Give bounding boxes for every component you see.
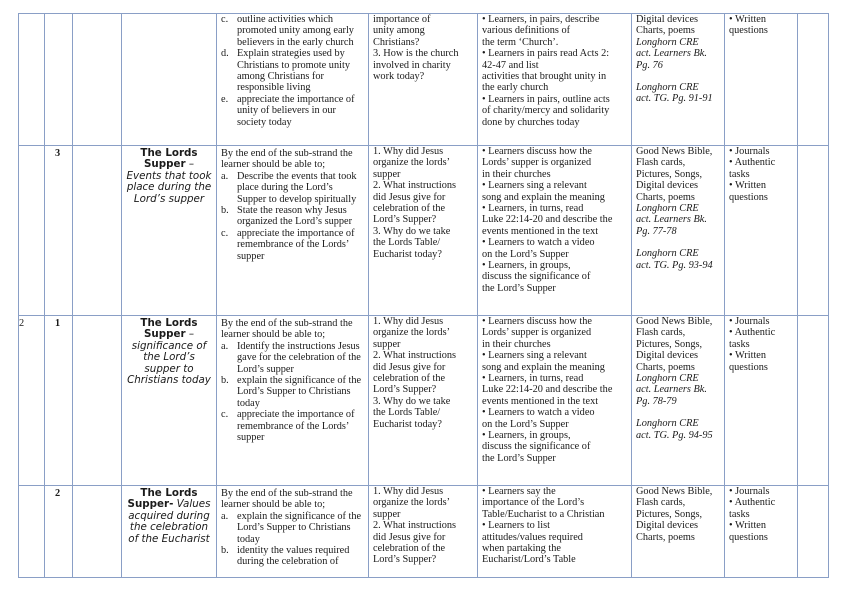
inquiry-line: unity among xyxy=(373,25,425,37)
experience-line: discuss the significance of xyxy=(482,271,591,283)
spacer xyxy=(636,71,720,82)
assessment-line: tasks xyxy=(729,338,750,350)
inquiry-line: 1. Why did Jesus xyxy=(373,146,444,157)
experience-line: the Lord’s Supper xyxy=(482,452,556,464)
inquiry-line: celebration of the xyxy=(373,543,446,555)
outcome-text: outline activities which promoted unity among early believers in the early church xyxy=(237,14,354,48)
sub-strand-title: The Lords Supper xyxy=(140,317,198,341)
experience-line: in their churches xyxy=(482,168,551,180)
outcome-text: Explain strategies used by Christians to promote unity among Christians for responsible living xyxy=(237,48,350,94)
learning-resources-cell xyxy=(632,14,725,146)
experience-line: • Learners sing a relevant xyxy=(482,180,587,192)
resource-line: Flash cards, xyxy=(636,327,686,339)
strand-cell xyxy=(73,486,122,578)
resource-reference-line: Pg. 77-78 xyxy=(636,225,677,237)
outcome-marker: d. xyxy=(221,48,229,60)
outcome-text: appreciate the importance of remembrance of the Lords’ supper xyxy=(237,409,355,444)
resource-reference-line: act. Learners Bk. xyxy=(636,214,707,226)
resource-reference-line: Longhorn CRE xyxy=(636,203,699,215)
key-inquiry-questions-cell xyxy=(369,14,478,146)
reflection-cell xyxy=(798,146,829,316)
assessment-line: • Written xyxy=(729,180,767,192)
learning-experiences-cell xyxy=(478,146,632,316)
resource-line: Good News Bible, xyxy=(636,486,713,497)
learning-resources-cell xyxy=(632,316,725,486)
table-row xyxy=(19,14,829,146)
learning-resources-cell xyxy=(632,146,725,316)
learning-outcomes-cell xyxy=(217,146,369,316)
strand-cell xyxy=(73,146,122,316)
inquiry-line: organize the lords’ xyxy=(373,157,451,169)
assessment-cell xyxy=(725,316,798,486)
experience-line: attitudes/values required xyxy=(482,531,583,543)
sub-strand-cell xyxy=(122,146,217,316)
inquiry-line: 1. Why did Jesus xyxy=(373,486,444,497)
outcome-marker: e. xyxy=(221,93,229,105)
assessment-line: tasks xyxy=(729,508,750,520)
resource-line: Pictures, Songs, xyxy=(636,508,703,520)
outcomes-intro: By the end of the sub-strand the learner should be able to; xyxy=(221,318,353,341)
inquiry-line: 2. What instructions xyxy=(373,350,457,362)
outcome-marker: b. xyxy=(221,375,229,387)
outcome-marker: c. xyxy=(221,14,229,25)
outcome-text: Identify the instructions Jesus gave for the celebration of the Lord’s supper xyxy=(237,340,361,375)
inquiry-line: organize the lords’ xyxy=(373,327,451,339)
learning-outcomes-cell xyxy=(217,14,369,146)
inquiry-line: celebration of the xyxy=(373,203,446,215)
experience-line: in their churches xyxy=(482,338,551,350)
experience-line: • Learners discuss how the xyxy=(482,316,592,327)
outcome-marker: b. xyxy=(221,205,229,217)
assessment-cell xyxy=(725,486,798,578)
resource-line: Digital devices xyxy=(636,350,699,362)
resource-line: Good News Bible, xyxy=(636,146,713,157)
inquiry-line: Eucharist today? xyxy=(373,418,442,430)
resource-reference-line: act. TG. Pg. 91-91 xyxy=(636,93,713,105)
experience-line: • Learners, in pairs, describe xyxy=(482,14,600,25)
resource-line: Pictures, Songs, xyxy=(636,338,703,350)
experience-line: events mentioned in the text xyxy=(482,225,599,237)
inquiry-line: did Jesus give for xyxy=(373,361,446,373)
outcomes-list xyxy=(221,341,364,444)
assessment-line: questions xyxy=(729,25,768,37)
inquiry-line: 2. What instructions xyxy=(373,520,457,532)
experience-line: Eucharist/Lord’s Table xyxy=(482,554,576,566)
experience-line: Table/Eucharist to a Christian xyxy=(482,508,605,520)
outcome-marker: c. xyxy=(221,409,229,421)
outcome-item xyxy=(221,205,364,228)
experience-line: • Learners, in turns, read xyxy=(482,373,584,385)
inquiry-line: supper xyxy=(373,168,401,180)
experience-line: • Learners say the xyxy=(482,486,556,497)
outcomes-list xyxy=(221,511,364,568)
inquiry-line: Lord’s Supper? xyxy=(373,554,437,566)
resource-line: Charts, poems xyxy=(636,361,695,373)
sub-strand-subtitle: – Events that took place during the Lord’s supper xyxy=(126,158,212,205)
experience-line: importance of the Lord’s xyxy=(482,497,585,509)
inquiry-line: organize the lords’ xyxy=(373,497,451,509)
learning-experiences-cell xyxy=(478,14,632,146)
inquiry-line: 3. Why do we take xyxy=(373,225,451,237)
learning-resources-cell xyxy=(632,486,725,578)
outcome-marker: a. xyxy=(221,170,229,182)
outcome-marker: c. xyxy=(221,227,229,239)
resource-reference-line: act. TG. Pg. 94-95 xyxy=(636,429,713,441)
inquiry-line: importance of xyxy=(373,14,431,25)
spacer xyxy=(636,407,720,418)
inquiry-line: supper xyxy=(373,338,401,350)
resource-line: Digital devices xyxy=(636,180,699,192)
key-inquiry-questions-cell xyxy=(369,486,478,578)
assessment-line: • Journals xyxy=(729,316,770,327)
experience-line: • Learners sing a relevant xyxy=(482,350,587,362)
experience-line: song and explain the meaning xyxy=(482,361,605,373)
outcome-text: State the reason why Jesus organized the Lord’s supper xyxy=(237,205,353,228)
experience-line: on the Lord’s Supper xyxy=(482,418,569,430)
inquiry-line: the Lords Table/ xyxy=(373,237,441,249)
experience-line: of charity/mercy and solidarity xyxy=(482,105,610,117)
outcome-item xyxy=(221,545,364,568)
lesson-cell xyxy=(45,316,73,486)
assessment-line: • Written xyxy=(729,520,767,532)
reflection-cell xyxy=(798,14,829,146)
outcome-text: explain the significance of the Lord’s Supper to Christians today xyxy=(237,510,362,545)
assessment-line: questions xyxy=(729,191,768,203)
sub-strand-cell xyxy=(122,14,217,146)
outcomes-list xyxy=(221,14,364,128)
experience-line: events mentioned in the text xyxy=(482,395,599,407)
outcomes-intro: By the end of the sub-strand the learner should be able to; xyxy=(221,488,353,511)
experience-line: Luke 22:14-20 and describe the xyxy=(482,214,613,226)
inquiry-line: did Jesus give for xyxy=(373,531,446,543)
outcomes-list xyxy=(221,171,364,262)
resource-reference-line: Longhorn CRE xyxy=(636,373,699,385)
experience-line: discuss the significance of xyxy=(482,441,591,453)
resource-reference-line: act. TG. Pg. 93-94 xyxy=(636,259,713,271)
resource-line: Digital devices xyxy=(636,14,699,25)
experience-line: Lords’ supper is organized xyxy=(482,157,592,169)
inquiry-line: 2. What instructions xyxy=(373,180,457,192)
outcome-item xyxy=(221,94,364,128)
experience-line: • Learners, in groups, xyxy=(482,260,571,272)
experience-line: Lords’ supper is organized xyxy=(482,327,592,339)
experience-line: song and explain the meaning xyxy=(482,191,605,203)
inquiry-line: 3. How is the church xyxy=(373,48,459,60)
outcomes-intro: By the end of the sub-strand the learner should be able to; xyxy=(221,148,353,171)
experience-line: • Learners to watch a video xyxy=(482,237,595,249)
resource-reference-line: Pg. 76 xyxy=(636,59,663,71)
outcome-text: appreciate the importance of unity of believers in our society today xyxy=(237,93,355,128)
sub-strand-subtitle: Values acquired during the celebration of the Eucharist xyxy=(128,498,211,545)
outcome-text: identity the values required during the celebration of xyxy=(237,545,350,568)
inquiry-line: Christians? xyxy=(373,36,420,48)
assessment-line: • Authentic xyxy=(729,327,776,339)
outcome-item xyxy=(221,14,364,48)
outcome-item xyxy=(221,409,364,443)
week-cell xyxy=(19,146,45,316)
experience-line: Luke 22:14-20 and describe the xyxy=(482,384,613,396)
inquiry-line: supper xyxy=(373,508,401,520)
lesson-cell xyxy=(45,14,73,146)
table-row xyxy=(19,316,829,486)
strand-cell xyxy=(73,316,122,486)
resource-line: Charts, poems xyxy=(636,25,695,37)
sub-strand-title: The Lords Supper xyxy=(140,147,198,171)
experience-line: • Learners, in groups, xyxy=(482,430,571,442)
resource-reference-line: Longhorn CRE xyxy=(636,248,699,260)
experience-line: • Learners in pairs, outline acts xyxy=(482,93,610,105)
experience-line: when partaking the xyxy=(482,543,561,555)
outcome-item xyxy=(221,48,364,94)
outcome-text: appreciate the importance of remembrance of the Lords’ supper xyxy=(237,227,355,262)
lesson-cell xyxy=(45,486,73,578)
assessment-line: • Written xyxy=(729,14,767,25)
outcome-text: explain the significance of the Lord’s Supper to Christians today xyxy=(237,375,362,409)
resource-reference-line: act. Learners Bk. xyxy=(636,384,707,396)
assessment-cell xyxy=(725,146,798,316)
inquiry-line: Lord’s Supper? xyxy=(373,384,437,396)
sub-strand-cell xyxy=(122,316,217,486)
experience-line: • Learners, in turns, read xyxy=(482,203,584,215)
outcome-marker: b. xyxy=(221,545,229,557)
assessment-line: • Authentic xyxy=(729,497,776,509)
experience-line: various definitions of xyxy=(482,25,571,37)
scheme-of-work-table xyxy=(18,13,829,578)
assessment-line: • Written xyxy=(729,350,767,362)
experience-line: • Learners to watch a video xyxy=(482,407,595,419)
experience-line: the term ‘Church’. xyxy=(482,36,559,48)
key-inquiry-questions-cell xyxy=(369,316,478,486)
sub-strand-subtitle: – significance of the Lord’s supper to Christians today xyxy=(127,328,211,387)
outcome-text: Describe the events that took place during the Lord’s Supper to develop spiritually xyxy=(237,170,357,205)
learning-experiences-cell xyxy=(478,316,632,486)
experience-line: • Learners to list xyxy=(482,520,550,532)
inquiry-line: celebration of the xyxy=(373,373,446,385)
experience-line: 42-47 and list xyxy=(482,59,539,71)
resource-reference-line: Pg. 78-79 xyxy=(636,395,677,407)
inquiry-line: involved in charity xyxy=(373,59,451,71)
resource-reference-line: act. Learners Bk. xyxy=(636,48,707,60)
reflection-cell xyxy=(798,486,829,578)
inquiry-line: Lord’s Supper? xyxy=(373,214,437,226)
outcome-marker: a. xyxy=(221,510,229,522)
experience-line: done by churches today xyxy=(482,116,580,128)
resource-line: Good News Bible, xyxy=(636,316,713,327)
experience-line: • Learners in pairs read Acts 2: xyxy=(482,48,610,60)
outcome-item xyxy=(221,375,364,409)
resource-reference-line: Longhorn CRE xyxy=(636,82,699,94)
experience-line: the early church xyxy=(482,82,549,94)
experience-line: on the Lord’s Supper xyxy=(482,248,569,260)
week-cell xyxy=(19,486,45,578)
experience-line: the Lord’s Supper xyxy=(482,282,556,294)
assessment-line: • Journals xyxy=(729,146,770,157)
week-number: 2 xyxy=(19,318,25,329)
strand-cell xyxy=(73,14,122,146)
week-cell xyxy=(19,316,45,486)
outcome-item xyxy=(221,511,364,545)
resource-line: Digital devices xyxy=(636,520,699,532)
learning-experiences-cell xyxy=(478,486,632,578)
experience-line: • Learners discuss how the xyxy=(482,146,592,157)
lesson-number: 2 xyxy=(55,488,61,499)
spacer xyxy=(636,237,720,248)
week-cell xyxy=(19,14,45,146)
assessment-line: tasks xyxy=(729,168,750,180)
resource-line: Charts, poems xyxy=(636,191,695,203)
assessment-line: • Authentic xyxy=(729,157,776,169)
experience-line: activities that brought unity in xyxy=(482,71,607,83)
resource-reference-line: Longhorn CRE xyxy=(636,36,699,48)
learning-outcomes-cell xyxy=(217,486,369,578)
assessment-line: questions xyxy=(729,361,768,373)
table-row xyxy=(19,146,829,316)
lesson-number: 3 xyxy=(55,148,61,159)
resource-line: Flash cards, xyxy=(636,497,686,509)
sub-strand-title: The Lords Supper- xyxy=(127,487,198,511)
key-inquiry-questions-cell xyxy=(369,146,478,316)
resource-reference-line: Longhorn CRE xyxy=(636,418,699,430)
assessment-line: • Journals xyxy=(729,486,770,497)
outcome-item xyxy=(221,228,364,262)
resource-line: Pictures, Songs, xyxy=(636,168,703,180)
inquiry-line: the Lords Table/ xyxy=(373,407,441,419)
reflection-cell xyxy=(798,316,829,486)
inquiry-line: 3. Why do we take xyxy=(373,395,451,407)
lesson-number: 1 xyxy=(55,318,61,329)
inquiry-line: Eucharist today? xyxy=(373,248,442,260)
outcome-item xyxy=(221,171,364,205)
assessment-line: questions xyxy=(729,531,768,543)
assessment-cell xyxy=(725,14,798,146)
inquiry-line: did Jesus give for xyxy=(373,191,446,203)
resource-line: Charts, poems xyxy=(636,531,695,543)
inquiry-line: work today? xyxy=(373,71,425,83)
inquiry-line: 1. Why did Jesus xyxy=(373,316,444,327)
learning-outcomes-cell xyxy=(217,316,369,486)
lesson-cell xyxy=(45,146,73,316)
table-row xyxy=(19,486,829,578)
outcome-marker: a. xyxy=(221,340,229,352)
resource-line: Flash cards, xyxy=(636,157,686,169)
sub-strand-cell xyxy=(122,486,217,578)
outcome-item xyxy=(221,341,364,375)
